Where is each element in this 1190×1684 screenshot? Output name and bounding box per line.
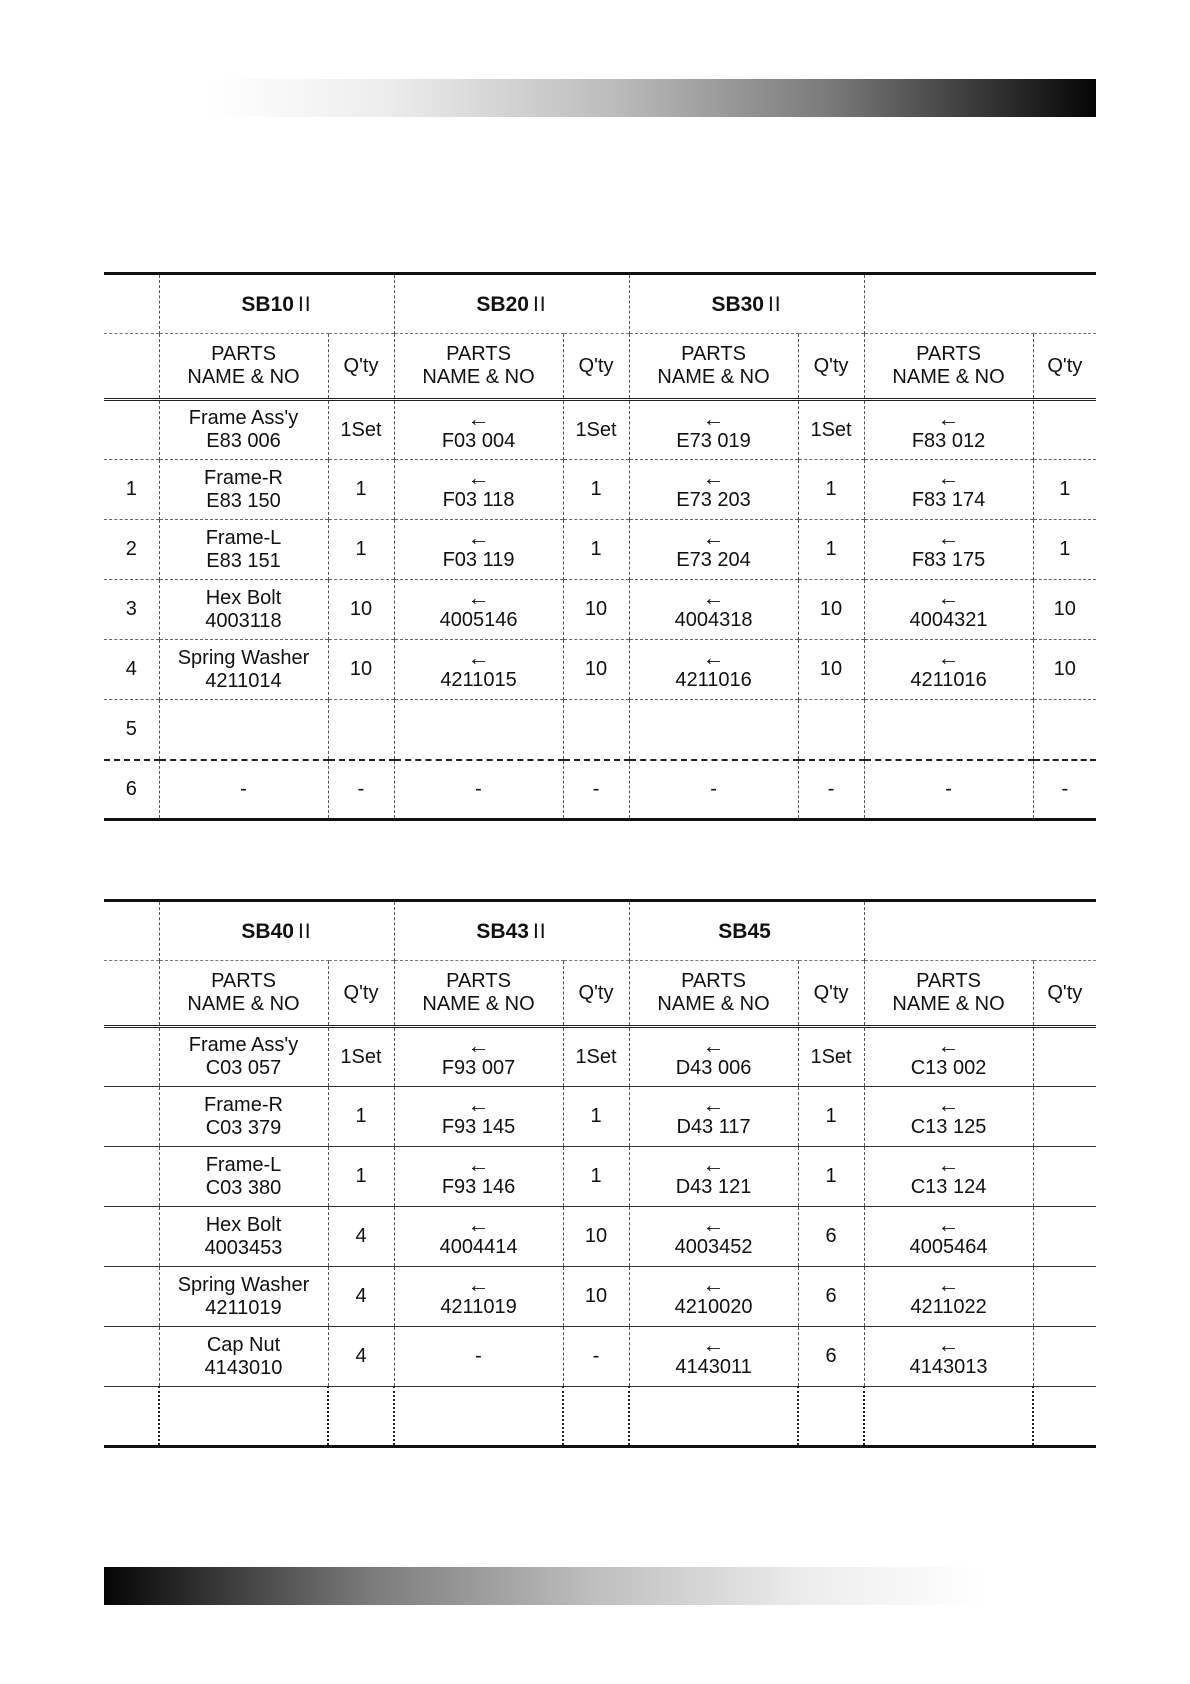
table-row [104, 1267, 1096, 1327]
part-cell [629, 400, 798, 460]
part-number: 4211019 [440, 1296, 517, 1318]
same-as-left-arrow-icon: ← [937, 525, 960, 550]
qty-cell: 1Set [328, 1027, 394, 1087]
part-number: 4005146 [439, 609, 518, 631]
table-row [104, 760, 1096, 820]
parts-header-line2: NAME & NO [892, 993, 1005, 1015]
part-cell [159, 1387, 328, 1447]
qty-cell: 6 [798, 1207, 864, 1267]
part-cell [159, 1267, 328, 1327]
qty-cell: 1Set [798, 1027, 864, 1087]
part-number: 4211022 [910, 1296, 987, 1318]
parts-header-line1: PARTS [681, 343, 746, 365]
part-cell [864, 460, 1033, 520]
same-as-left-arrow-icon: ← [702, 1332, 725, 1357]
qty-cell [1033, 400, 1096, 460]
same-as-left-arrow-icon: ← [702, 1272, 725, 1297]
part-number: C13 124 [910, 1176, 987, 1198]
part-cell [864, 1327, 1033, 1387]
part-cell [629, 1327, 798, 1387]
part-cell [394, 1267, 563, 1327]
parts-header-cell [394, 334, 563, 400]
part-cell [394, 580, 563, 640]
parts-header-line2: NAME & NO [657, 993, 770, 1015]
part-number: C03 379 [205, 1116, 282, 1139]
part-cell [159, 460, 328, 520]
part-name: Cap Nut [206, 1333, 281, 1356]
model-header-row [104, 274, 1096, 334]
part-cell [394, 1327, 563, 1387]
part-name: - [475, 1345, 482, 1367]
row-number-cell [104, 1147, 159, 1207]
row-number-cell [104, 1267, 159, 1327]
table-row [104, 1147, 1096, 1207]
part-name: Frame-L [205, 1153, 282, 1176]
same-as-left-arrow-icon: ← [702, 405, 725, 431]
part-name: - [240, 777, 247, 800]
table-row [104, 1387, 1096, 1447]
part-name: Frame Ass'y [188, 407, 299, 429]
part-number: 4003453 [204, 1236, 283, 1259]
part-number: E83 006 [206, 430, 281, 452]
part-cell [864, 580, 1033, 640]
part-cell [394, 1027, 563, 1087]
part-cell [394, 1087, 563, 1147]
part-cell [864, 1147, 1033, 1207]
corner-cell [104, 274, 159, 334]
same-as-left-arrow-icon: ← [937, 1152, 960, 1177]
part-cell [159, 640, 328, 700]
header-gradient-band [208, 79, 1096, 117]
part-cell [159, 1087, 328, 1147]
part-number: F93 146 [441, 1176, 516, 1198]
qty-cell [1033, 700, 1096, 760]
qty-cell [563, 1387, 629, 1447]
model-suffix: II [767, 292, 782, 316]
same-as-left-arrow-icon: ← [937, 1212, 960, 1237]
model-header-cell [629, 274, 864, 334]
table-2-body [104, 901, 1096, 1447]
part-cell [629, 460, 798, 520]
table-row [104, 460, 1096, 520]
same-as-left-arrow-icon: ← [467, 405, 490, 431]
qty-cell: 1 [328, 520, 394, 580]
part-number: 4211015 [440, 669, 517, 691]
part-name: - [945, 777, 952, 800]
qty-cell: 10 [798, 640, 864, 700]
qty-cell: - [798, 760, 864, 820]
part-cell [864, 700, 1033, 760]
table-1-body [104, 274, 1096, 820]
parts-header-line1: PARTS [211, 343, 276, 365]
corner-cell [104, 961, 159, 1027]
part-cell [864, 400, 1033, 460]
parts-header-cell [159, 334, 328, 400]
part-number: 4004321 [909, 609, 988, 631]
same-as-left-arrow-icon: ← [467, 1272, 490, 1297]
model-suffix: II [297, 919, 312, 943]
part-number: 4211016 [675, 669, 752, 691]
qty-cell: - [563, 760, 629, 820]
table-row [104, 700, 1096, 760]
qty-cell: 1 [328, 1087, 394, 1147]
table-row [104, 1327, 1096, 1387]
part-cell [159, 400, 328, 460]
qty-cell [1033, 1387, 1096, 1447]
qty-cell: 10 [563, 640, 629, 700]
row-number-cell: 3 [104, 580, 159, 640]
part-number: F83 175 [911, 549, 986, 571]
same-as-left-arrow-icon: ← [702, 1032, 725, 1058]
qty-cell [563, 700, 629, 760]
part-cell [629, 700, 798, 760]
same-as-left-arrow-icon: ← [702, 1092, 725, 1117]
qty-cell: 1Set [563, 400, 629, 460]
parts-header-line1: PARTS [211, 970, 276, 992]
parts-header-line1: PARTS [681, 970, 746, 992]
qty-header-cell: Q'ty [328, 961, 394, 1027]
qty-cell: 1 [798, 1147, 864, 1207]
parts-header-line1: PARTS [916, 970, 981, 992]
part-cell [629, 580, 798, 640]
qty-cell: 1 [798, 520, 864, 580]
qty-cell [1033, 1267, 1096, 1327]
footer-gradient-band [104, 1567, 984, 1605]
part-cell [864, 1207, 1033, 1267]
qty-cell: 1 [1033, 460, 1096, 520]
part-name: Frame-R [204, 466, 283, 489]
row-number-cell [104, 400, 159, 460]
part-cell [864, 640, 1033, 700]
table-row [104, 580, 1096, 640]
part-cell [159, 1207, 328, 1267]
qty-header-cell: Q'ty [563, 334, 629, 400]
part-cell [629, 640, 798, 700]
part-name: - [710, 777, 717, 800]
qty-cell: 1 [563, 1087, 629, 1147]
same-as-left-arrow-icon: ← [467, 1152, 490, 1177]
qty-cell [1033, 1327, 1096, 1387]
same-as-left-arrow-icon: ← [937, 1092, 960, 1117]
part-number: E73 203 [676, 489, 751, 511]
part-name: Frame-L [205, 526, 282, 549]
parts-header-cell [629, 961, 798, 1027]
part-number: 4210020 [674, 1296, 753, 1318]
part-number: D43 117 [676, 1116, 751, 1138]
parts-header-line2: NAME & NO [187, 366, 300, 388]
row-number-cell: 5 [104, 700, 159, 760]
parts-header-line2: NAME & NO [657, 366, 770, 388]
part-cell [864, 1387, 1033, 1447]
row-number-cell [104, 1027, 159, 1087]
part-cell [394, 400, 563, 460]
part-number: F83 174 [911, 489, 986, 511]
qty-cell: 10 [1033, 640, 1096, 700]
model-suffix: II [532, 292, 547, 316]
qty-cell: - [1033, 760, 1096, 820]
part-cell [394, 760, 563, 820]
part-number: D43 006 [675, 1056, 752, 1079]
parts-table-1 [104, 272, 1096, 821]
row-number-cell: 6 [104, 760, 159, 820]
qty-cell: 10 [328, 640, 394, 700]
table-row [104, 1087, 1096, 1147]
part-number: 4143011 [675, 1356, 752, 1378]
same-as-left-arrow-icon: ← [467, 645, 490, 670]
part-cell [864, 520, 1033, 580]
table-row [104, 1207, 1096, 1267]
part-number: 4211019 [205, 1296, 282, 1319]
part-cell [864, 1267, 1033, 1327]
model-header-cell [394, 901, 629, 961]
qty-cell: 10 [1033, 580, 1096, 640]
part-cell [629, 1087, 798, 1147]
same-as-left-arrow-icon: ← [937, 1332, 960, 1357]
qty-cell: 10 [563, 580, 629, 640]
same-as-left-arrow-icon: ← [702, 585, 725, 610]
row-number-cell [104, 1207, 159, 1267]
same-as-left-arrow-icon: ← [702, 525, 725, 550]
qty-cell: 1Set [328, 400, 394, 460]
part-cell [394, 640, 563, 700]
parts-header-cell [864, 334, 1033, 400]
part-cell [629, 1027, 798, 1087]
model-name: SB20 [476, 292, 529, 316]
same-as-left-arrow-icon: ← [467, 1212, 490, 1237]
part-cell [629, 760, 798, 820]
parts-header-line1: PARTS [446, 343, 511, 365]
part-cell [159, 1027, 328, 1087]
part-cell [629, 1387, 798, 1447]
part-number: 4003452 [674, 1236, 753, 1258]
parts-header-line2: NAME & NO [187, 993, 300, 1015]
model-header-cell [159, 274, 394, 334]
model-header-cell [864, 901, 1096, 961]
same-as-left-arrow-icon: ← [702, 1212, 725, 1237]
qty-cell: 6 [798, 1267, 864, 1327]
same-as-left-arrow-icon: ← [702, 465, 725, 490]
part-number: 4003118 [205, 609, 282, 632]
part-number: C03 057 [205, 1057, 282, 1079]
part-number: F93 007 [441, 1056, 516, 1079]
same-as-left-arrow-icon: ← [937, 645, 960, 670]
qty-cell: 1 [798, 460, 864, 520]
same-as-left-arrow-icon: ← [467, 465, 490, 490]
part-cell [159, 520, 328, 580]
table-row [104, 1027, 1096, 1087]
parts-header-line1: PARTS [916, 343, 981, 365]
qty-cell: 1 [1033, 520, 1096, 580]
row-number-cell [104, 1087, 159, 1147]
parts-header-cell [394, 961, 563, 1027]
part-cell [159, 1147, 328, 1207]
qty-cell: 1 [328, 460, 394, 520]
part-number: 4004414 [439, 1236, 518, 1258]
qty-header-cell: Q'ty [798, 334, 864, 400]
part-name: - [475, 777, 482, 800]
model-name: SB45 [718, 919, 771, 943]
same-as-left-arrow-icon: ← [937, 1032, 960, 1058]
same-as-left-arrow-icon: ← [702, 1152, 725, 1177]
part-cell [629, 1207, 798, 1267]
part-number: 4005464 [909, 1236, 988, 1258]
part-name: Frame-R [204, 1093, 283, 1116]
part-number: 4211014 [205, 669, 282, 692]
part-number: D43 121 [675, 1176, 752, 1198]
part-cell [394, 1387, 563, 1447]
part-number: E83 150 [206, 489, 281, 512]
part-cell [394, 700, 563, 760]
column-header-row [104, 961, 1096, 1027]
part-name: Spring Washer [177, 646, 310, 669]
table-row [104, 400, 1096, 460]
part-number: E73 019 [676, 429, 751, 452]
qty-cell: 10 [328, 580, 394, 640]
same-as-left-arrow-icon: ← [937, 1272, 960, 1297]
qty-cell: 4 [328, 1327, 394, 1387]
part-number: E83 151 [206, 549, 281, 572]
qty-cell: 4 [328, 1207, 394, 1267]
part-number: E73 204 [676, 549, 751, 571]
table-row [104, 520, 1096, 580]
parts-table-2 [104, 899, 1096, 1448]
part-number: 4004318 [674, 609, 753, 631]
part-cell [629, 1147, 798, 1207]
model-header-cell [159, 901, 394, 961]
corner-cell [104, 334, 159, 400]
parts-header-line1: PARTS [446, 970, 511, 992]
model-header-cell [864, 274, 1096, 334]
parts-header-cell [629, 334, 798, 400]
qty-cell: 10 [563, 1207, 629, 1267]
qty-cell: 1 [328, 1147, 394, 1207]
parts-header-line2: NAME & NO [422, 993, 535, 1015]
part-number: F03 004 [441, 429, 516, 452]
corner-cell [104, 901, 159, 961]
same-as-left-arrow-icon: ← [467, 1092, 490, 1117]
same-as-left-arrow-icon: ← [937, 405, 960, 431]
part-number: F03 119 [442, 549, 515, 571]
qty-cell [1033, 1207, 1096, 1267]
part-cell [629, 520, 798, 580]
model-name: SB43 [476, 919, 529, 943]
qty-cell: 1 [563, 1147, 629, 1207]
same-as-left-arrow-icon: ← [702, 645, 725, 670]
qty-header-cell: Q'ty [1033, 961, 1096, 1027]
model-header-cell [629, 901, 864, 961]
part-name: Frame Ass'y [188, 1034, 299, 1056]
row-number-cell [104, 1387, 159, 1447]
part-number: 4143013 [909, 1356, 988, 1378]
qty-cell: - [328, 760, 394, 820]
part-cell [394, 1147, 563, 1207]
part-number: C13 002 [910, 1056, 987, 1079]
part-cell [864, 1027, 1033, 1087]
part-number: F03 118 [442, 489, 515, 511]
qty-cell: 1Set [563, 1027, 629, 1087]
qty-cell [328, 1387, 394, 1447]
qty-cell: 1 [798, 1087, 864, 1147]
qty-header-cell: Q'ty [563, 961, 629, 1027]
model-suffix: II [297, 292, 312, 316]
qty-cell [1033, 1027, 1096, 1087]
part-number: 4211016 [910, 669, 987, 691]
qty-cell [1033, 1147, 1096, 1207]
part-cell [159, 760, 328, 820]
part-name: Spring Washer [177, 1273, 310, 1296]
qty-header-cell: Q'ty [1033, 334, 1096, 400]
same-as-left-arrow-icon: ← [467, 585, 490, 610]
qty-cell: 6 [798, 1327, 864, 1387]
qty-cell [798, 700, 864, 760]
part-cell [159, 1327, 328, 1387]
qty-cell: 1Set [798, 400, 864, 460]
part-cell [864, 1087, 1033, 1147]
part-number: F93 145 [441, 1116, 516, 1138]
parts-header-cell [159, 961, 328, 1027]
same-as-left-arrow-icon: ← [467, 525, 490, 550]
part-cell [394, 520, 563, 580]
qty-cell: - [563, 1327, 629, 1387]
part-name: Hex Bolt [205, 1213, 282, 1236]
qty-header-cell: Q'ty [328, 334, 394, 400]
model-header-cell [394, 274, 629, 334]
part-number: F83 012 [911, 429, 986, 452]
part-number: C03 380 [205, 1176, 282, 1199]
row-number-cell: 4 [104, 640, 159, 700]
model-name: SB30 [711, 292, 764, 316]
parts-header-line2: NAME & NO [892, 366, 1005, 388]
qty-cell [798, 1387, 864, 1447]
table-row [104, 640, 1096, 700]
qty-cell: 1 [563, 460, 629, 520]
qty-cell [328, 700, 394, 760]
model-suffix: II [532, 919, 547, 943]
part-number: C13 125 [910, 1116, 987, 1138]
row-number-cell [104, 1327, 159, 1387]
part-cell [394, 1207, 563, 1267]
model-name: SB40 [241, 919, 294, 943]
same-as-left-arrow-icon: ← [937, 465, 960, 490]
qty-cell: 10 [798, 580, 864, 640]
parts-header-cell [864, 961, 1033, 1027]
same-as-left-arrow-icon: ← [467, 1032, 490, 1058]
column-header-row [104, 334, 1096, 400]
qty-header-cell: Q'ty [798, 961, 864, 1027]
part-cell [159, 580, 328, 640]
model-header-row [104, 901, 1096, 961]
part-cell [629, 1267, 798, 1327]
row-number-cell: 2 [104, 520, 159, 580]
part-cell [394, 460, 563, 520]
parts-header-line2: NAME & NO [422, 366, 535, 388]
qty-cell: 4 [328, 1267, 394, 1327]
part-number: 4143010 [204, 1356, 283, 1379]
row-number-cell: 1 [104, 460, 159, 520]
qty-cell [1033, 1087, 1096, 1147]
model-name: SB10 [241, 292, 294, 316]
qty-cell: 1 [563, 520, 629, 580]
qty-cell: 10 [563, 1267, 629, 1327]
part-cell [864, 760, 1033, 820]
part-name: Hex Bolt [205, 586, 282, 609]
same-as-left-arrow-icon: ← [937, 585, 960, 610]
part-cell [159, 700, 328, 760]
